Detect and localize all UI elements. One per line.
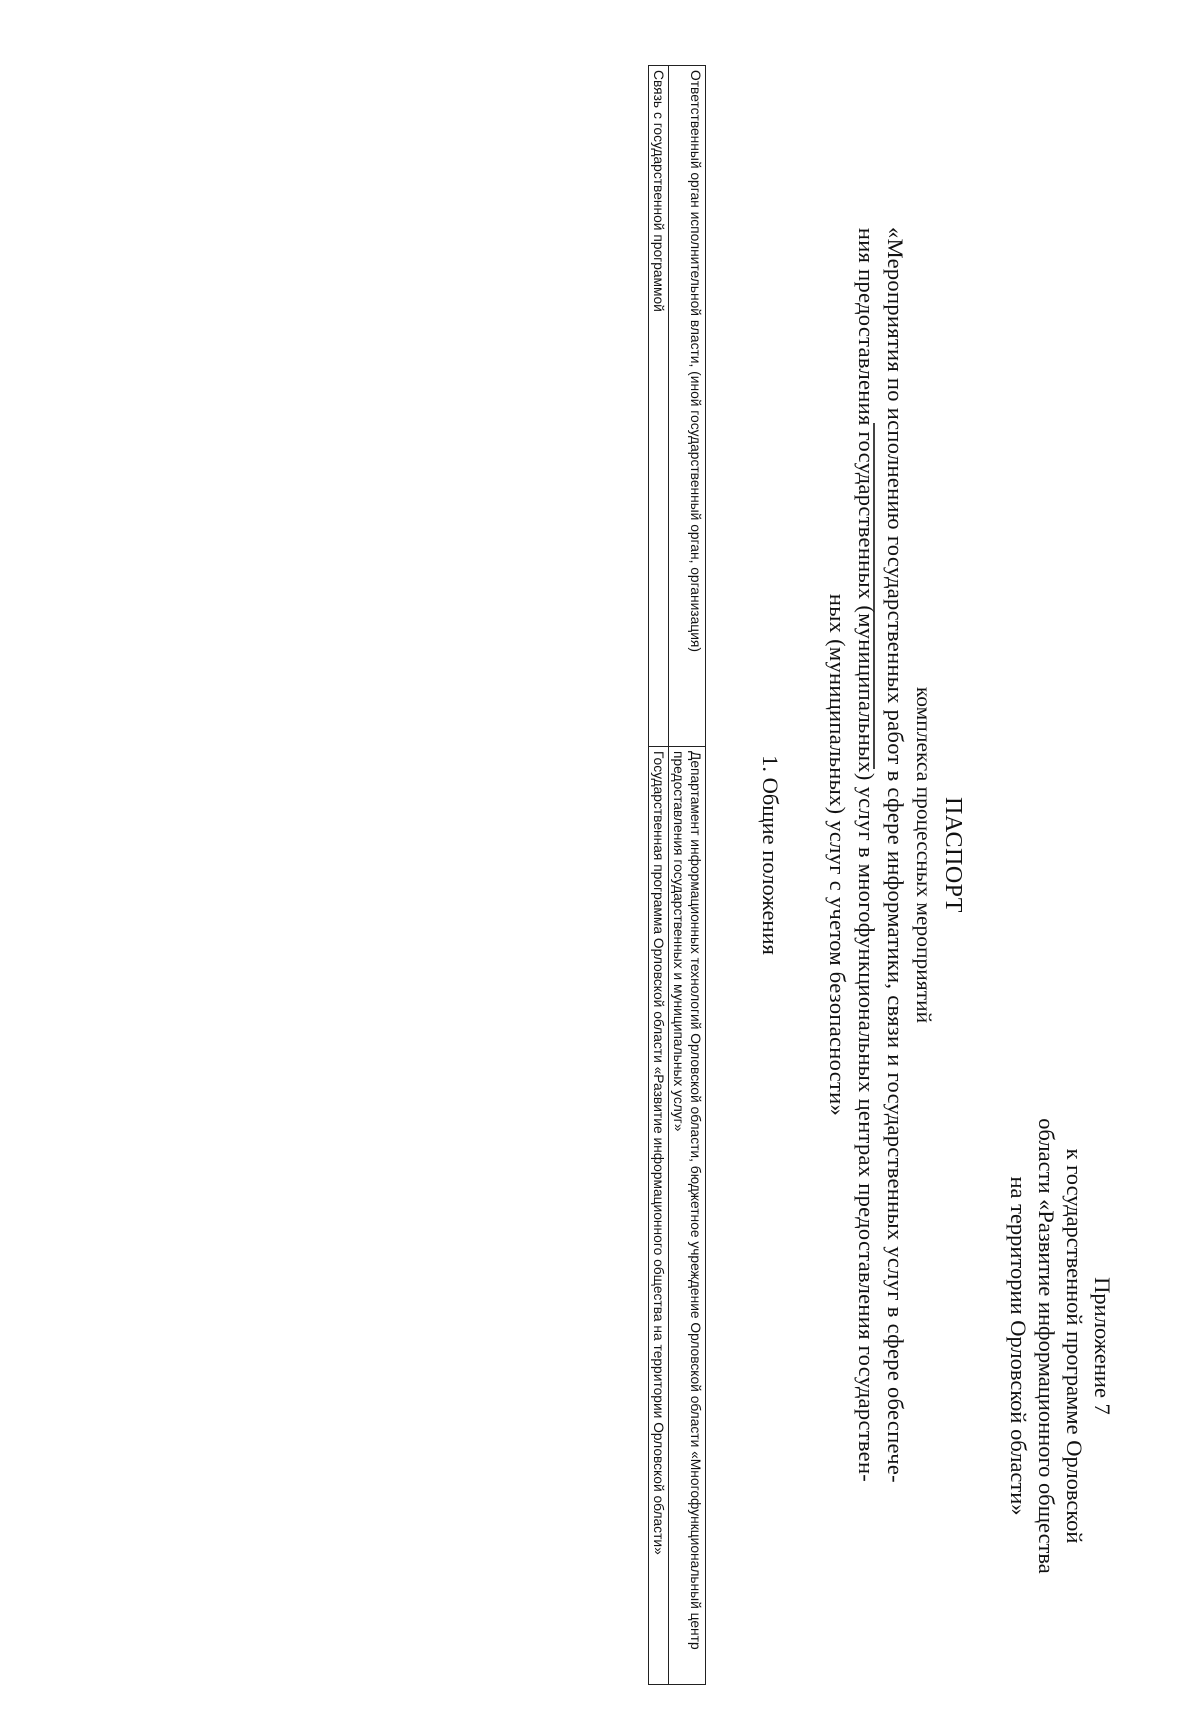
table-cell-value: Департамент информационных технологий Орловской области, бюджетное учреждение Орловской области «Многофункциональный центр предоставления государственных и муниципальных услуг» [669,747,706,1685]
table-cell-value: Государственная программа Орловской области «Развитие информационного общества на территории Орловской области» [649,747,669,1685]
general-provisions-table-wrap [648,65,706,1685]
program-name-line: ных (муниципальных) услуг с учетом безопасности» [825,593,850,1117]
table-cell-label: Связь с государственной программой [649,66,669,747]
program-name-line: ния предоставления государственных (муниципальных) услуг в многофункциональных центрах предоставления государствен- [854,227,879,1483]
program-name [823,40,910,1670]
program-name-line: «Мероприятия по исполнению государственных работ в сфере информатики, связи и государственных услуг в сфере обеспече- [883,227,908,1483]
appendix-line: Приложение 7 [1090,1277,1115,1415]
general-provisions-table [648,65,706,1685]
appendix-header [1004,1056,1116,1636]
section-heading: 1. Общие положения [758,755,783,955]
table-cell-label: Ответственный орган исполнительной власти, (иной государственный орган, организация) [669,66,706,747]
appendix-line: к государственной программе Орловской [1062,1148,1087,1544]
appendix-line: на территории Орловской области» [1006,1176,1031,1516]
table-row [649,66,669,1685]
appendix-line: области «Развитие информационного общества [1034,1118,1059,1574]
document-subtitle: комплекса процессных мероприятий [912,686,936,1024]
document-title: ПАСПОРТ [940,797,966,913]
passport-heading [823,40,968,1670]
table-row [669,66,706,1685]
